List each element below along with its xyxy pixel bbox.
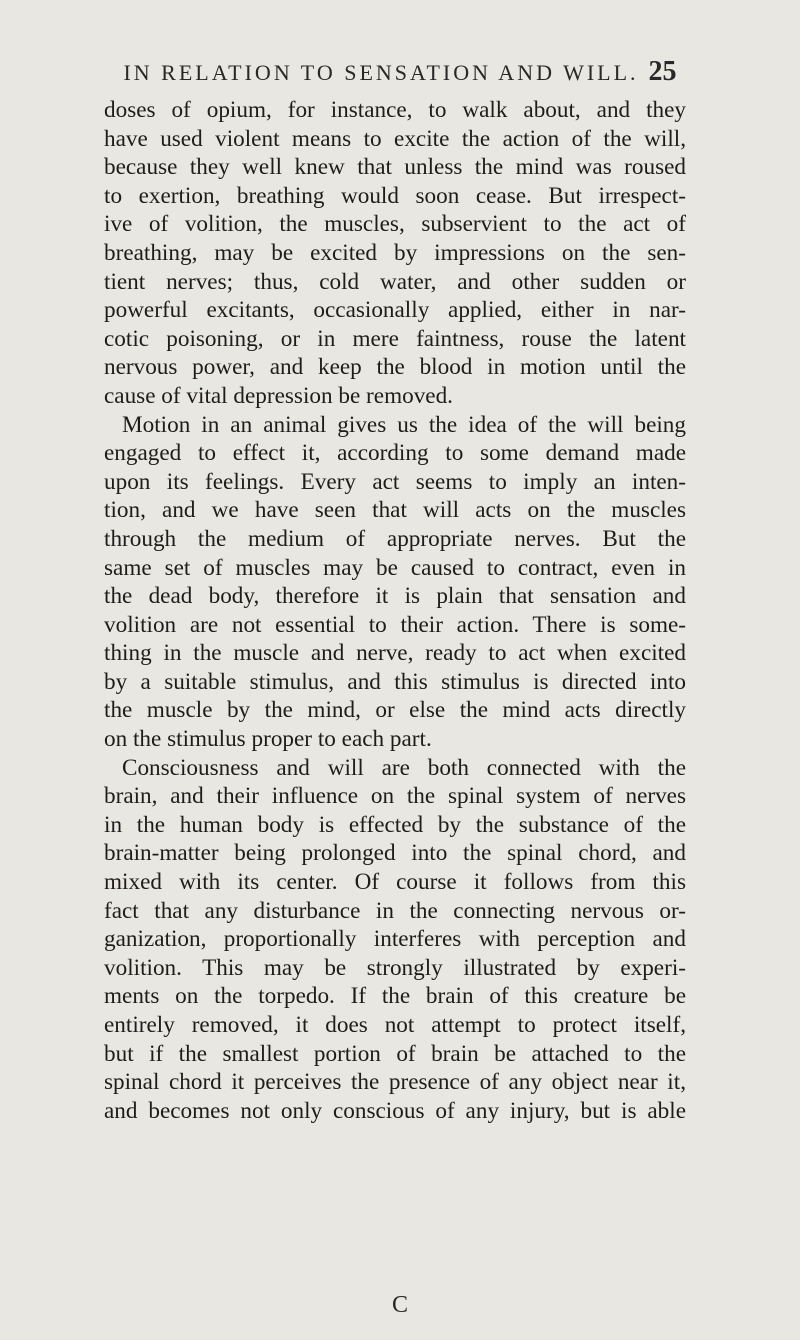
text-line: tient nerves; thus, cold water, and other sudden or	[104, 268, 686, 295]
text-line: fact that any disturbance in the connecting nervous or-	[104, 897, 686, 924]
text-line: volition are not essential to their action. There is some-	[104, 611, 686, 638]
text-line: and becomes not only conscious of any injury, but is able	[104, 1097, 686, 1124]
text-line: but if the smallest portion of brain be attached to the	[104, 1040, 686, 1067]
body-text	[104, 96, 686, 1125]
text-line: doses of opium, for instance, to walk about, and they	[104, 97, 686, 123]
text-line: have used violent means to excite the action of the will,	[104, 125, 686, 152]
text-line: through the medium of appropriate nerves. But the	[104, 525, 686, 552]
text-line: ments on the torpedo. If the brain of this creature be	[104, 983, 686, 1010]
running-head-title: IN RELATION TO SENSATION AND WILL.	[123, 60, 639, 85]
text-line: Consciousness and will are both connected with the	[122, 754, 686, 781]
text-line: powerful excitants, occasionally applied, either in nar-	[104, 297, 686, 324]
text-line: entirely removed, it does not attempt to protect itself,	[104, 1012, 686, 1038]
text-line: nervous power, and keep the blood in motion until the	[104, 354, 686, 381]
text-line: ive of volition, the muscles, subservient to the act of	[104, 211, 686, 238]
text-line: engaged to effect it, according to some demand made	[104, 440, 686, 467]
text-line: cause of vital depression be removed.	[104, 382, 453, 409]
text-line: volition. This may be strongly illustrated by experi-	[104, 954, 686, 981]
text-line: breathing, may be excited by impressions on the sen-	[104, 239, 686, 266]
text-line: Motion in an animal gives us the idea of the will being	[122, 411, 686, 438]
text-line: in the human body is effected by the substance of the	[104, 811, 686, 838]
text-line: thing in the muscle and nerve, ready to act when excited	[104, 640, 686, 667]
text-line: to exertion, breathing would soon cease. But irrespect-	[104, 182, 686, 209]
text-line: ganization, proportionally interferes with perception and	[104, 926, 686, 953]
text-line: brain, and their influence on the spinal system of nerves	[104, 783, 686, 810]
text-line: brain-matter being prolonged into the spinal chord, and	[104, 840, 686, 867]
text-line: the muscle by the mind, or else the mind acts directly	[104, 697, 686, 724]
text-line: cotic poisoning, or in mere faintness, rouse the latent	[104, 325, 686, 352]
text-line: spinal chord it perceives the presence of any object near it,	[104, 1069, 686, 1096]
text-line: on the stimulus proper to each part.	[104, 726, 432, 753]
signature-mark: C	[391, 1292, 408, 1318]
text-line: the dead body, therefore it is plain that sensation and	[104, 583, 686, 610]
page-number: 25	[648, 56, 677, 87]
text-line: mixed with its center. Of course it follows from this	[104, 869, 686, 896]
text-line: because they well knew that unless the mind was roused	[104, 154, 686, 181]
text-line: upon its feelings. Every act seems to imply an inten-	[104, 468, 686, 495]
text-line: tion, and we have seen that will acts on the muscles	[104, 497, 686, 524]
text-line: by a suitable stimulus, and this stimulus is directed into	[104, 668, 686, 695]
text-line: same set of muscles may be caused to contract, even in	[104, 554, 686, 581]
running-head	[0, 56, 800, 88]
